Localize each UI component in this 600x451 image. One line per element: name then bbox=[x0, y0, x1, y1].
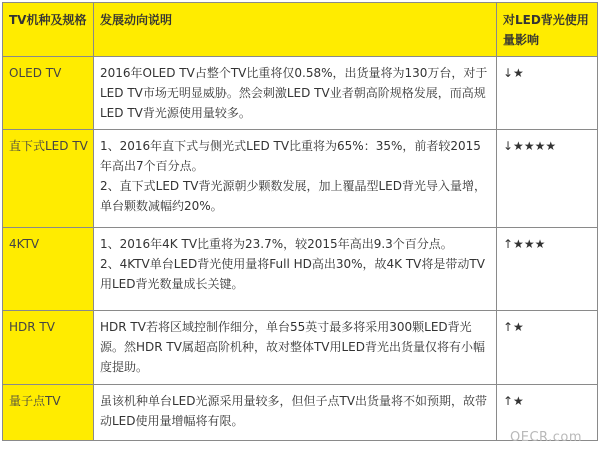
table-header-row bbox=[3, 3, 598, 57]
row-tv-type: OLED TV bbox=[3, 57, 94, 130]
table-row bbox=[3, 228, 598, 311]
watermark: OECR.com bbox=[510, 430, 582, 445]
row-description bbox=[94, 385, 497, 441]
row-impact: ↑★ bbox=[497, 311, 598, 385]
row-tv-type: 直下式LED TV bbox=[3, 130, 94, 228]
row-impact: ↓★★★★ bbox=[497, 130, 598, 228]
header-impact: 对LED背光使用量影响 bbox=[497, 3, 598, 57]
row-impact: ↑★★★ bbox=[497, 228, 598, 311]
row-tv-type: 量子点TV bbox=[3, 385, 94, 441]
header-tv-type: TV机种及规格 bbox=[3, 3, 94, 57]
description-paragraph: 1、2016年4K TV比重将为23.7%，较2015年高出9.3个百分点。 bbox=[100, 237, 453, 251]
table-row bbox=[3, 57, 598, 130]
description-paragraph: 2、直下式LED TV背光源朝少颗数发展，加上覆晶型LED背光导入量增，单台颗数减幅约20%。 bbox=[100, 179, 487, 213]
row-tv-type: HDR TV bbox=[3, 311, 94, 385]
table-row bbox=[3, 311, 598, 385]
table-row bbox=[3, 130, 598, 228]
description-paragraph: 2016年OLED TV占整个TV比重将仅0.58%，出货量将为130万台，对于LED TV市场无明显威胁。然会刺激LED TV业者朝高阶规格发展，而高规LED TV背光源使用量较多。 bbox=[100, 66, 488, 120]
table-row bbox=[3, 385, 598, 441]
header-trend: 发展动向说明 bbox=[94, 3, 497, 57]
row-description bbox=[94, 311, 497, 385]
description-paragraph: 虽该机种单台LED光源采用量较多，但但子点TV出货量将不如预期，故带动LED使用量增幅将有限。 bbox=[100, 394, 488, 428]
description-paragraph: 1、2016年直下式与侧光式LED TV比重将为65%：35%，前者较2015年高出7个百分点。 bbox=[100, 139, 481, 173]
row-description bbox=[94, 57, 497, 130]
description-paragraph: 2、4KTV单台LED背光使用量将Full HD高出30%，故4K TV将是带动TV用LED背光数量成长关键。 bbox=[100, 257, 485, 291]
row-description bbox=[94, 228, 497, 311]
row-description bbox=[94, 130, 497, 228]
row-tv-type: 4KTV bbox=[3, 228, 94, 311]
row-impact: ↓★ bbox=[497, 57, 598, 130]
description-paragraph: HDR TV若将区域控制作细分，单台55英寸最多将采用300颗LED背光源。然HDR TV属超高阶机种，故对整体TV用LED背光出货量仅将有小幅度提助。 bbox=[100, 320, 486, 374]
led-tv-table bbox=[2, 2, 598, 441]
row-impact: ↑★ bbox=[497, 385, 598, 441]
